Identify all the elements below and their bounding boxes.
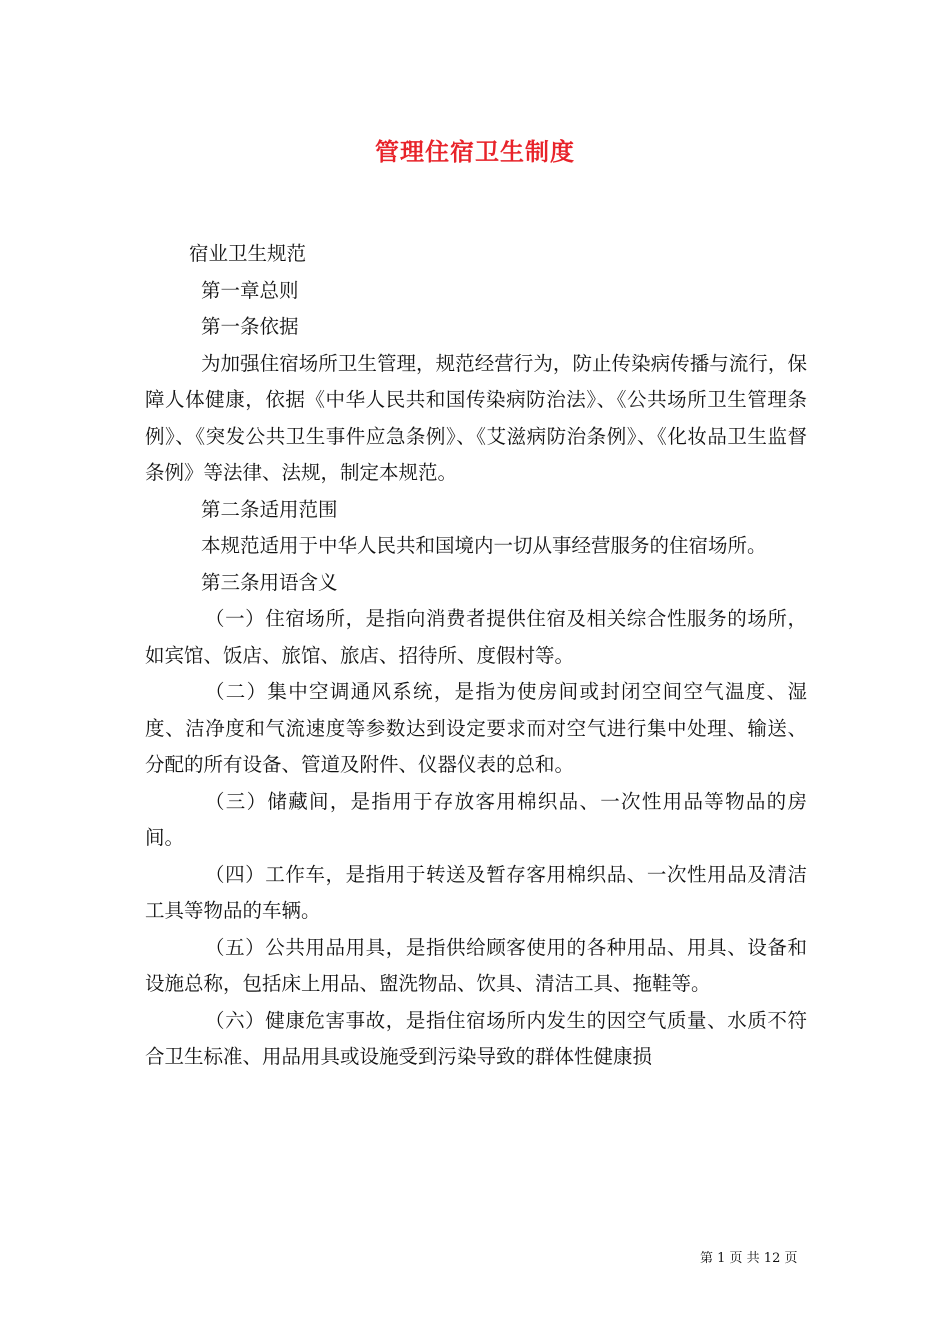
paragraph: 第三条用语含义 — [201, 570, 338, 594]
paragraph: 第二条适用范围 — [201, 497, 338, 521]
document-body — [145, 236, 807, 1076]
paragraph: 为加强住宿场所卫生管理，规范经营行为，防止传染病传播与流行，保障人体健康，依据《中华人民共和国传染病防治法》、《公共场所卫生管理条例》、《突发公共卫生事件应急条例》、《艾滋病防治条例》、《化妆品卫生监督条例》等法律、法规，制定本规范。 — [145, 351, 807, 484]
paragraph: （一）住宿场所，是指向消费者提供住宿及相关综合性服务的场所，如宾馆、饭店、旅馆、旅店、招待所、度假村等。 — [145, 607, 807, 667]
page-number: 第 1 页 共 12 页 — [700, 1251, 798, 1266]
paragraph: （六）健康危害事故，是指住宿场所内发生的因空气质量、水质不符合卫生标准、用品用具或设施受到污染导致的群体性健康损 — [145, 1008, 807, 1068]
paragraph: 本规范适用于中华人民共和国境内一切从事经营服务的住宿场所。 — [201, 534, 767, 557]
paragraph: （三）储藏间，是指用于存放客用棉织品、一次性用品等物品的房间。 — [145, 789, 807, 849]
document-title: 管理住宿卫生制度 — [375, 137, 575, 166]
paragraph: （二）集中空调通风系统，是指为使房间或封闭空间空气温度、湿度、洁净度和气流速度等参数达到设定要求而对空气进行集中处理、输送、分配的所有设备、管道及附件、仪器仪表的总和。 — [145, 680, 807, 776]
paragraph: （五）公共用品用具，是指供给顾客使用的各种用品、用具、设备和设施总称，包括床上用品、盥洗物品、饮具、清洁工具、拖鞋等。 — [145, 935, 807, 995]
paragraph: 宿业卫生规范 — [189, 242, 307, 265]
paragraph: 第一条依据 — [201, 315, 299, 338]
paragraph: 第一章总则 — [201, 278, 299, 302]
paragraph: （四）工作车，是指用于转送及暂存客用棉织品、一次性用品及清洁工具等物品的车辆。 — [145, 862, 807, 922]
